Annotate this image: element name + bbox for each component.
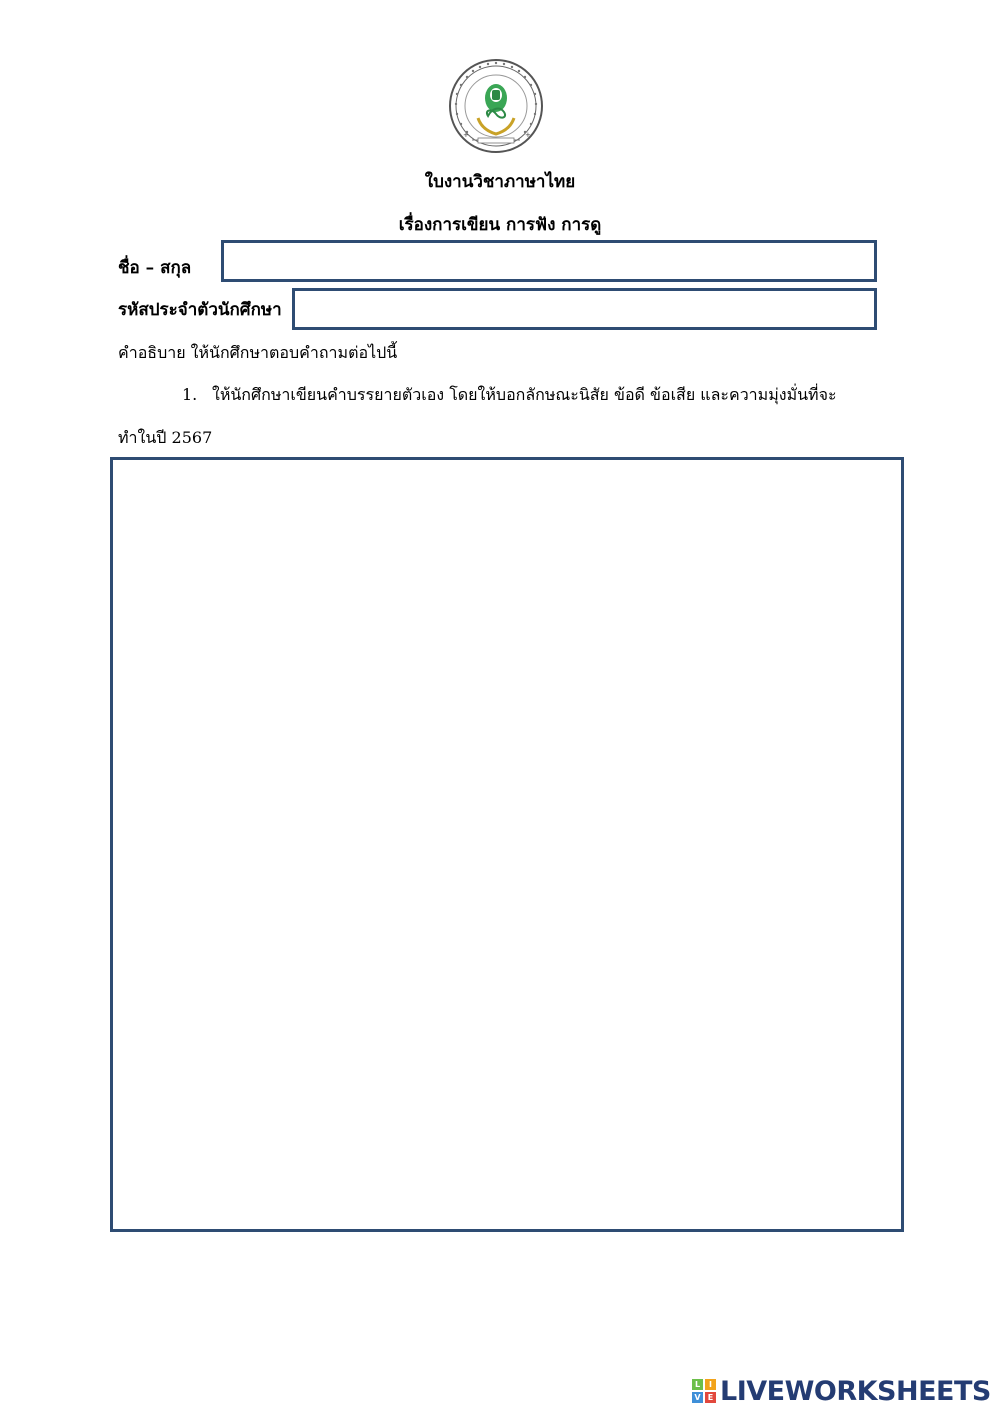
worksheet-subtitle: เรื่องการเขียน การฟัง การดู xyxy=(398,215,602,235)
brand-grid-letter: L xyxy=(692,1379,703,1390)
student-id-input[interactable] xyxy=(292,288,877,330)
brand-name: LIVEWORKSHEETS xyxy=(720,1375,991,1407)
worksheet-title: ใบงานวิชาภาษาไทย xyxy=(424,172,576,192)
brand-grid-icon xyxy=(692,1379,716,1403)
answer-textarea[interactable] xyxy=(110,457,904,1232)
brand-grid-letter: V xyxy=(692,1392,703,1403)
svg-text:+: + xyxy=(463,131,469,139)
student-id-label: รหัสประจำตัวนักศึกษา xyxy=(118,300,282,320)
svg-text:+: + xyxy=(525,131,531,139)
name-label: ชื่อ – สกุล xyxy=(118,258,192,278)
name-input[interactable] xyxy=(221,240,877,282)
liveworksheets-brand xyxy=(692,1376,991,1406)
question-text-line1: ให้นักศึกษาเขียนคำบรรยายตัวเอง โดยให้บอกลักษณะนิสัย ข้อดี ข้อเสีย และความมุ่งมั่นที่จะ xyxy=(212,385,837,404)
instructions-intro: คำอธิบาย ให้นักศึกษาตอบคำถามต่อไปนี้ xyxy=(118,343,398,362)
question-number: 1. xyxy=(182,385,198,404)
school-seal-logo xyxy=(448,58,544,154)
question-text-line2: ทำในปี 2567 xyxy=(118,428,213,447)
brand-grid-letter: E xyxy=(705,1392,716,1403)
brand-grid-letter: I xyxy=(705,1379,716,1390)
